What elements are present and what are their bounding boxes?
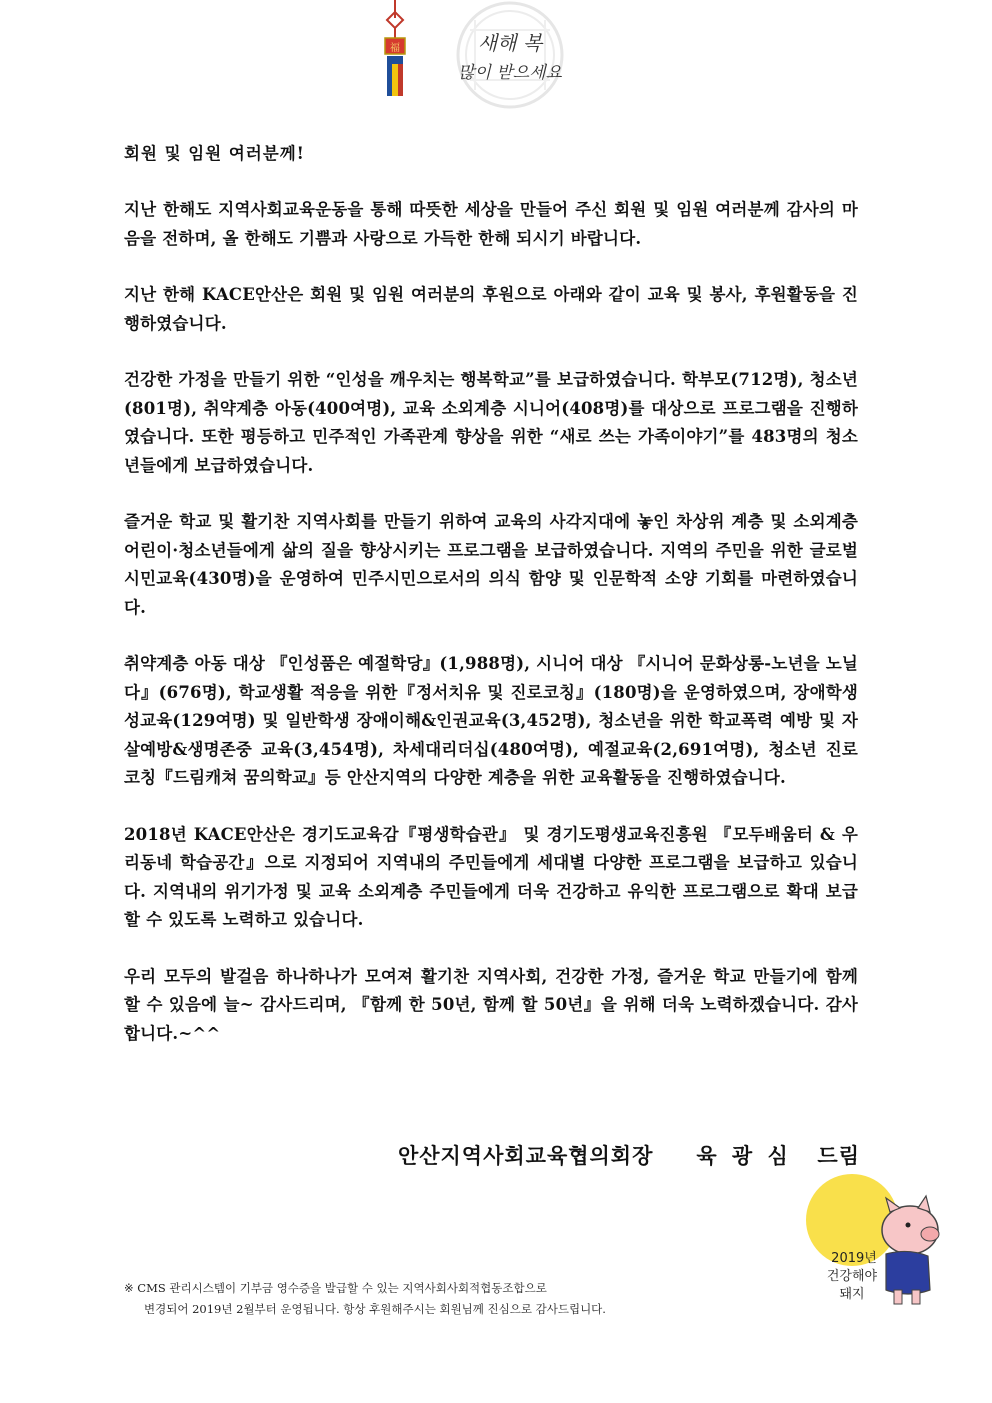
banner-graphic	[360, 0, 620, 110]
footnote-line2: 변경되어 2019년 2월부터 운영됩니다. 항상 후원해주시는 회원님께 진심으로 감사드립니다.	[144, 1302, 606, 1316]
pig-icon	[790, 1170, 960, 1320]
greeting: 회원 및 임원 여러분께!	[124, 144, 305, 163]
paragraph-intro: 지난 한해 KACE안산은 회원 및 임원 여러분의 후원으로 아래와 같이 교육 및 봉사, 후원활동을 진행하였습니다.	[124, 285, 858, 333]
paragraph-happy-school: 건강한 가정을 만들기 위한 “인성을 깨우치는 행복학교”를 보급하였습니다. 학부모(712명), 청소년(801명), 취약계층 아동(400여명), 교육 소외계층 시니어(408명)를 대상으로 프로그램을 진행하였습니다. 또한 평등하고 민주적인 가족관계 향상을 위한 “새로 쓰는 가족이야기”를 483명의 청소년들에게 보급하였습니다.	[124, 370, 858, 475]
paragraph-closing: 우리 모두의 발걸음 하나하나가 모여져 활기찬 지역사회, 건강한 가정, 즐거운 학교 만들기에 함께 할 수 있음에 늘~ 감사드리며, 『함께 한 50년, 함께 할 50년』을 위해 더욱 노력하겠습니다. 감사합니다.~^^	[124, 966, 858, 1043]
new-year-banner	[360, 0, 620, 110]
knot-charm-icon	[385, 0, 405, 96]
paragraph-programs: 취약계층 아동 대상 『인성품은 예절학당』(1,988명), 시니어 대상 『시니어 문화상롱-노년을 노닐다』(676명), 학교생활 적응을 위한『정서치유 및 진로코칭』(180명)을 운영하였으며, 장애학생 성교육(129여명) 및 일반학생 장애이해&인권교육(3,452명), 청소년을 위한 학교폭력 예방 및 자살예방&생명존중 교육(3,454명), 차세대리더십(480여명), 예절교육(2,691여명), 청소년 진로코칭『드림캐쳐 꿈의학교』등 안산지역의 다양한 계층을 위한 교육활동을 진행하였습니다.	[124, 654, 858, 787]
banner-line2: 많이 받으세요	[458, 63, 562, 83]
letter-body	[124, 140, 858, 1076]
paragraph-thanks: 지난 한해도 지역사회교육운동을 통해 따뜻한 세상을 만들어 주신 회원 및 임원 여러분께 감사의 마음을 전하며, 올 한해도 기쁨과 사랑으로 가득한 한해 되시기 바랍니다.	[124, 200, 858, 248]
seal-pattern	[458, 3, 562, 107]
signature: 안산지역사회교육협의회장 육 광 심 드림	[397, 1143, 860, 1168]
pig-caption-2: 건강해야	[826, 1269, 878, 1284]
pig-illustration	[790, 1170, 960, 1320]
pig-caption-3: 돼지	[839, 1287, 865, 1302]
paragraph-community: 즐거운 학교 및 활기찬 지역사회를 만들기 위하여 교육의 사각지대에 놓인 차상위 계층 및 소외계층 어린이·청소년들에게 삶의 질을 향상시키는 프로그램을 보급하였습니다. 지역의 주민을 위한 글로벌 시민교육(430명)을 운영하여 민주시민으로서의 의식 함양 및 인문학적 소양 기회를 마련하였습니다.	[124, 512, 858, 617]
footnote	[124, 1278, 764, 1320]
charm-glyph: 福	[390, 43, 400, 54]
paragraph-2018: 2018년 KACE안산은 경기도교육감『평생학습관』 및 경기도평생교육진흥원 『모두배움터 & 우리동네 학습공간』으로 지정되어 지역내의 주민들에게 세대별 다양한 프로그램을 보급하고 있습니다. 지역내의 위기가정 및 교육 소외계층 주민들에게 더욱 건강하고 유익한 프로그램으로 확대 보급할 수 있도록 노력하고 있습니다.	[124, 824, 858, 929]
pig-caption-1: 2019년	[831, 1251, 877, 1266]
banner-line1: 새해 복	[477, 31, 543, 55]
footnote-line1: ※ CMS 관리시스템이 기부금 영수증을 발급할 수 있는 지역사회사회적협동조합으로	[124, 1281, 547, 1295]
